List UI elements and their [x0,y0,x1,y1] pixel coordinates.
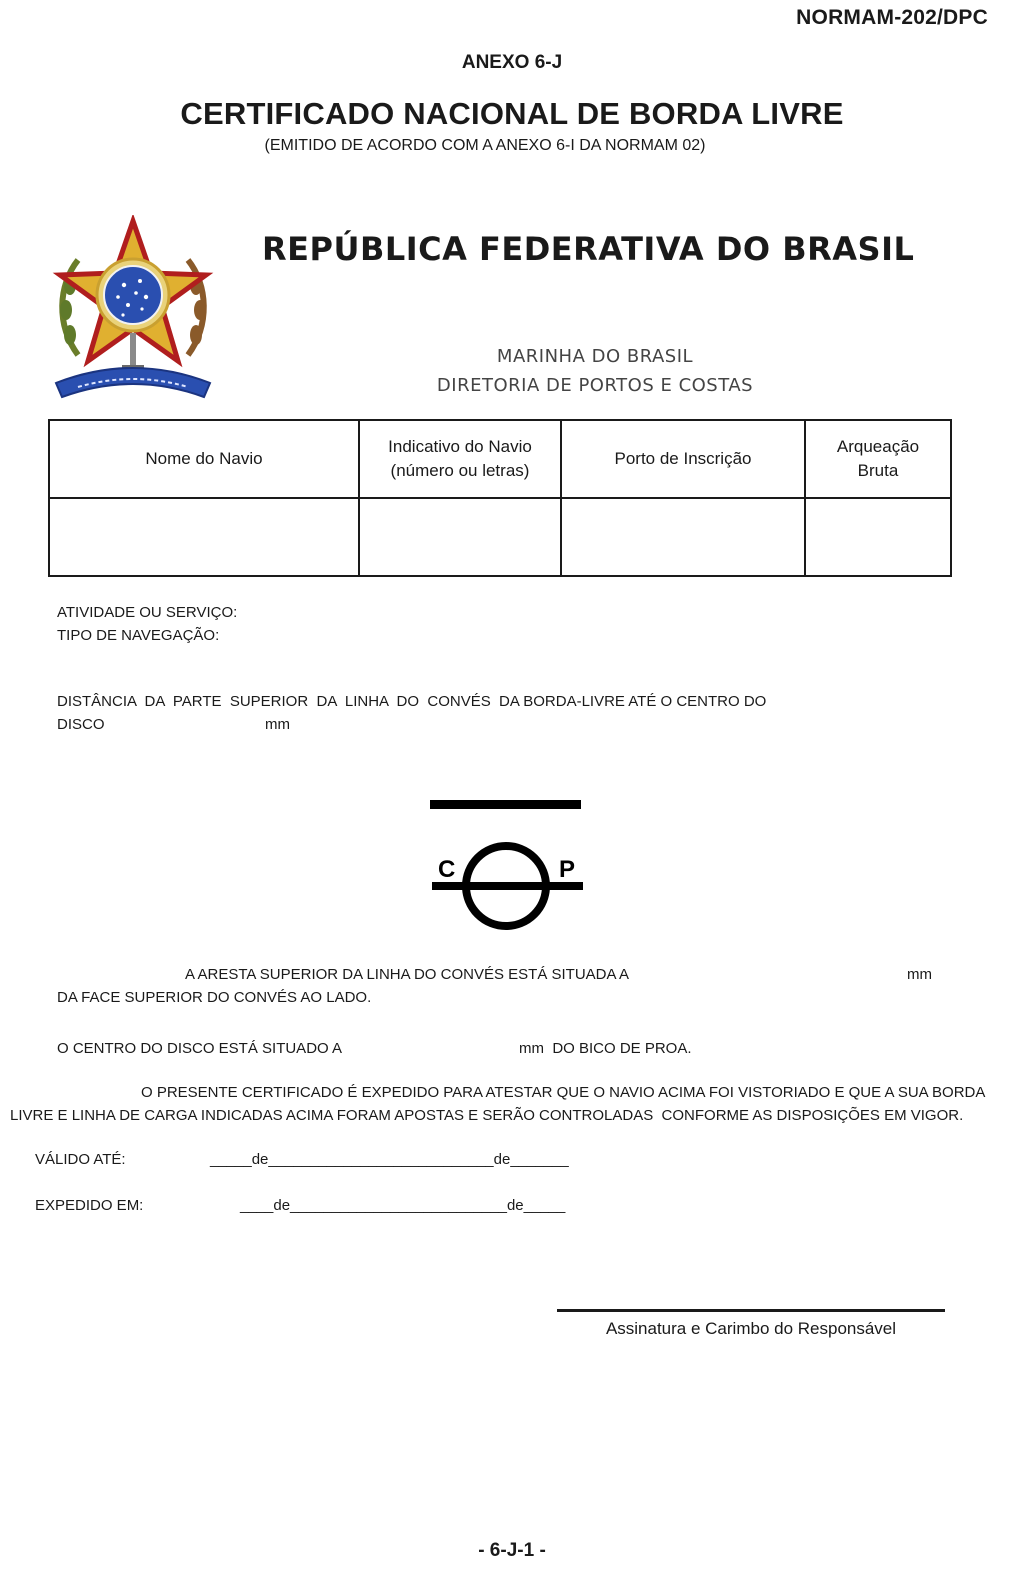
column-header-gross-tonnage [805,420,951,498]
distance-unit: mm [265,716,290,733]
deck-line [430,800,581,809]
distance-text-line1: DISTÂNCIA DA PARTE SUPERIOR DA LINHA DO CONVÉS DA BORDA-LIVRE ATÉ O CENTRO DO [57,693,767,710]
signature-line[interactable] [557,1309,945,1312]
certificate-title: CERTIFICADO NACIONAL DE BORDA LIVRE [180,96,844,131]
table-row [49,498,951,576]
deck-edge-statement-line2: DA FACE SUPERIOR DO CONVÉS AO LADO. [57,989,372,1006]
gross-tonnage-cell[interactable] [805,498,951,576]
distance-text-line2: DISCO [57,716,105,733]
brazil-coat-of-arms-emblem [48,215,218,405]
header-text: Nome do Navio [145,449,263,468]
ship-name-cell[interactable] [49,498,359,576]
header-text: (número ou letras) [390,461,530,480]
table-header-row [49,420,951,498]
certification-statement-line2: LIVRE E LINHA DE CARGA INDICADAS ACIMA FORAM APOSTAS E SERÃO CONTROLADAS CONFORME AS DISPOSIÇÕES EM VIGOR. [10,1107,964,1124]
column-header-ship-name [49,420,359,498]
header-text: Indicativo do Navio [388,437,532,456]
navigation-type-label: TIPO DE NAVEGAÇÃO: [57,627,220,644]
plimsoll-letter-left: C [438,856,456,883]
load-line-bar [432,882,583,890]
signature-label: Assinatura e Carimbo do Responsável [605,1319,897,1338]
republic-heading: REPÚBLICA FEDERATIVA DO BRASIL [262,230,915,268]
column-header-ship-call-sign [359,420,561,498]
ship-details-table [48,419,952,577]
header-text: Bruta [857,461,899,480]
ship-call-sign-cell[interactable] [359,498,561,576]
header-text: Porto de Inscrição [614,449,752,468]
plimsoll-letter-right: P [559,856,576,883]
certificate-subtitle: (EMITIDO DE ACORDO COM A ANEXO 6-I DA NORMAM 02) [264,137,706,154]
document-code: NORMAM-202/DPC [796,6,988,29]
annex-label: ANEXO 6-J [461,52,563,73]
activity-label: ATIVIDADE OU SERVIÇO: [57,604,238,621]
valid-until-date-field[interactable]: _____de___________________________de_______ [210,1151,569,1168]
issued-on-date-field[interactable]: ____de__________________________de_____ [240,1197,566,1214]
disc-center-unit: mm DO BICO DE PROA. [519,1040,692,1057]
header-text: Arqueação [836,437,920,456]
navy-label: MARINHA DO BRASIL [496,346,694,367]
issued-on-label: EXPEDIDO EM: [35,1197,144,1214]
deck-edge-statement-line1: A ARESTA SUPERIOR DA LINHA DO CONVÉS ESTÁ SITUADA A [185,966,630,983]
column-header-port-of-registry [561,420,805,498]
page-number: - 6-J-1 - [478,1540,546,1561]
directorate-label: DIRETORIA DE PORTOS E COSTAS [436,375,754,396]
certification-statement-line1: O PRESENTE CERTIFICADO É EXPEDIDO PARA ATESTAR QUE O NAVIO ACIMA FOI VISTORIADO E QUE A SUA BORDA [141,1084,986,1101]
valid-until-label: VÁLIDO ATÉ: [35,1151,126,1168]
port-of-registry-cell[interactable] [561,498,805,576]
disc-center-statement: O CENTRO DO DISCO ESTÁ SITUADO A [57,1040,343,1057]
deck-edge-unit: mm [907,966,932,983]
load-line-mark-diagram [420,790,590,940]
